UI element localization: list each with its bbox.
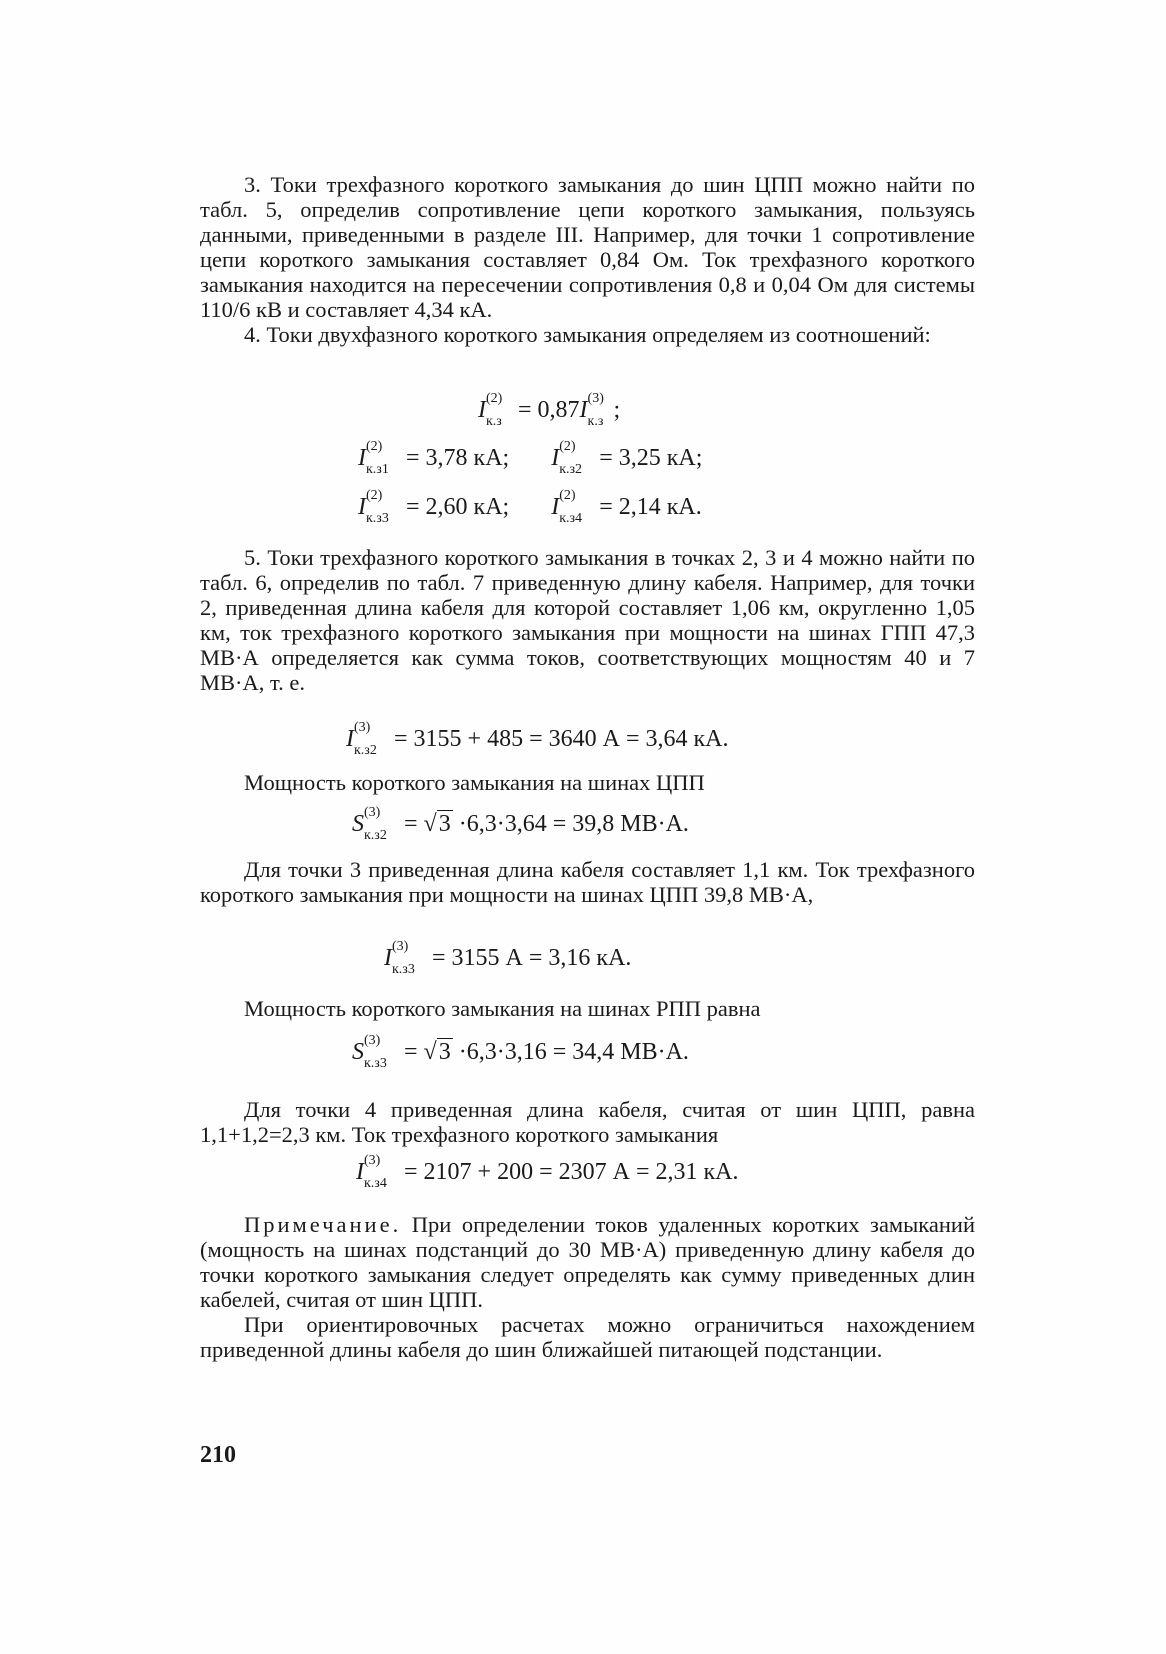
note-label: Примечание.: [244, 1212, 402, 1237]
section-7: [200, 857, 975, 907]
paragraph-6: Мощность короткого замыкания на шинах ЦПП: [244, 770, 705, 795]
formula-current-point-3: I (3) к.з3 = 3155 А = 3,16 кА.: [384, 939, 632, 977]
formula-current-point-2: I (3) к.з2 = 3155 + 485 = 3640 А = 3,64 кА.: [346, 720, 729, 758]
formula-currents-1-2: I (2) к.з1 = 3,78 кА; I (2) к.з2 = 3,25 кА;: [358, 439, 703, 477]
paragraph-7: Для точки 3 приведенная длина кабеля составляет 1,1 км. Ток трехфазного короткого замыкания при мощности на шинах ЦПП 39,8 МВ·А,: [200, 857, 975, 907]
paragraph-8: Мощность короткого замыкания на шинах РПП равна: [244, 996, 761, 1021]
formula-current-point-4: I (3) к.з4 = 2107 + 200 = 2307 А = 2,31 кА.: [356, 1153, 739, 1191]
formula-power-cpp: S (3) к.з2 = √3 ·6,3·3,64 = 39,8 МВ·А.: [352, 805, 689, 843]
paragraph-5: 5. Токи трехфазного короткого замыкания в точках 2, 3 и 4 можно найти по табл. 6, определив по табл. 7 приведенную длину кабеля. Например, для точки 2, приведенная длина кабеля для которой составляет 1,06 км, округленно 1,05 км, ток трехфазного короткого замыкания при мощности на шинах ГПП 47,3 МВ·А определяется как сумма токов, соответствующих мощностям 40 и 7 МВ·А, т. е.: [200, 545, 975, 695]
section-3: [200, 172, 975, 347]
formula-ratio: I (2) к.з = 0,87I (3) к.з ;: [478, 391, 621, 429]
section-8: [200, 996, 975, 1021]
formula-power-rpp: S (3) к.з3 = √3 ·6,3·3,16 = 34,4 МВ·А.: [352, 1033, 689, 1071]
note-text: При определении токов удаленных коротких замыканий (мощность на шинах подстанций до 30 МВ·А) приведенную длину кабеля до точки короткого замыкания следует определять как сумму приведенных длин кабелей, считая от шин ЦПП.: [200, 1212, 975, 1312]
paragraph-4: 4. Токи двухфазного короткого замыкания определяем из соотношений:: [244, 322, 931, 347]
section-9: [200, 1097, 975, 1147]
sqrt-symbol: √3: [423, 811, 451, 837]
section-6: [200, 770, 975, 795]
paragraph-9: Для точки 4 приведенная длина кабеля, считая от шин ЦПП, равна 1,1+1,2=2,3 км. Ток трехфазного короткого замыкания: [200, 1097, 975, 1147]
formula-currents-3-4: I (2) к.з3 = 2,60 кА; I (2) к.з4 = 2,14 кА.: [358, 488, 702, 526]
note-paragraph: [200, 1212, 975, 1312]
paragraph-3: 3. Токи трехфазного короткого замыкания до шин ЦПП можно найти по табл. 5, определив сопротивление цепи короткого замыкания, пользуясь данными, приведенными в разделе III. Например, для точки 1 сопротивление цепи короткого замыкания составляет 0,84 Ом. Ток трехфазного короткого замыкания находится на пересечении сопротивления 0,8 и 0,04 Ом для системы 110/6 кВ и составляет 4,34 кА.: [200, 172, 975, 322]
section-5: [200, 545, 975, 695]
note-section: [200, 1212, 975, 1362]
sqrt-symbol: √3: [423, 1039, 451, 1065]
paragraph-10: При ориентировочных расчетах можно ограничиться нахождением приведенной длины кабеля до шин ближайшей питающей подстанции.: [200, 1312, 975, 1362]
page-number: 210: [200, 1442, 236, 1468]
